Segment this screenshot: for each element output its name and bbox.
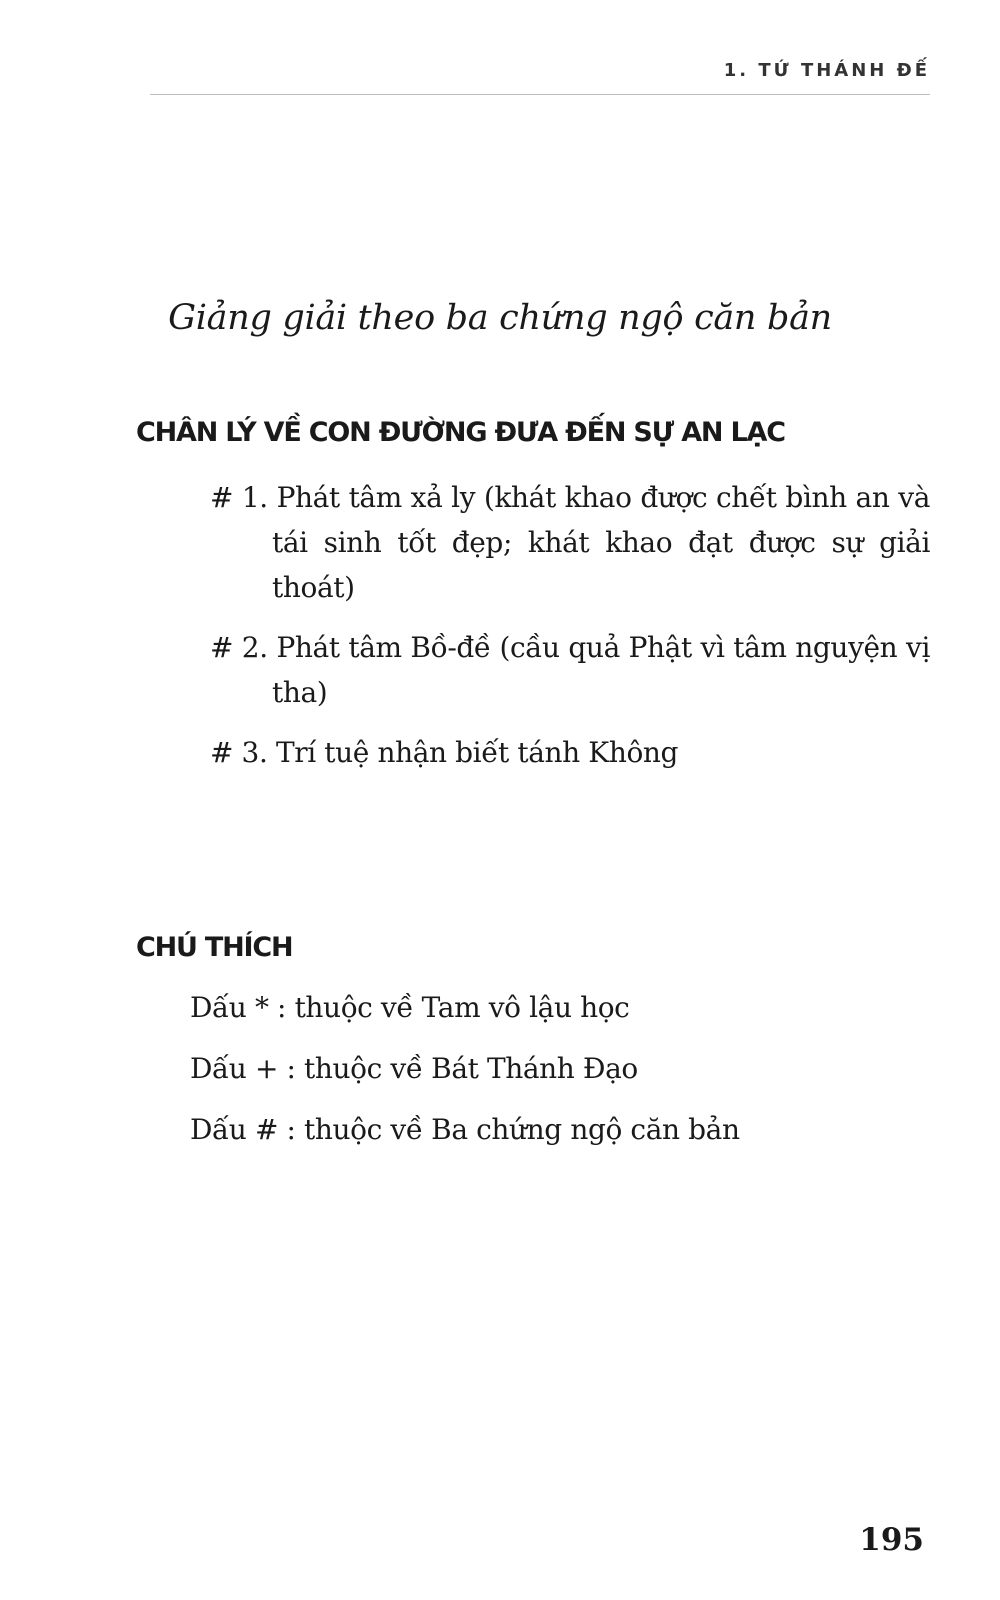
list-item: # 3. Trí tuệ nhận biết tánh Không [210,736,679,769]
notes-list [190,985,910,1168]
truth-section-heading: CHÂN LÝ VỀ CON ĐƯỜNG ĐƯA ĐẾN SỰ AN LẠC [136,417,785,448]
note-item: Dấu + : thuộc về Bát Thánh Đạo [190,1052,638,1085]
page-number: 195 [859,1522,924,1558]
running-head: 1. TỨ THÁNH ĐẾ [723,60,930,81]
truth-item-list [210,475,930,790]
note-item: Dấu * : thuộc về Tam vô lậu học [190,991,630,1024]
list-item: # 2. Phát tâm Bồ-đề (cầu quả Phật vì tâm nguyện vị tha) [210,631,930,709]
section-subtitle: Giảng giải theo ba chứng ngộ căn bản [168,298,832,338]
list-item: # 1. Phát tâm xả ly (khát khao được chết bình an và tái sinh tốt đẹp; khát khao đạt được sự giải thoát) [210,481,930,604]
notes-section-heading: CHÚ THÍCH [136,932,293,963]
note-item: Dấu # : thuộc về Ba chứng ngộ căn bản [190,1113,740,1146]
header-rule [150,94,930,95]
